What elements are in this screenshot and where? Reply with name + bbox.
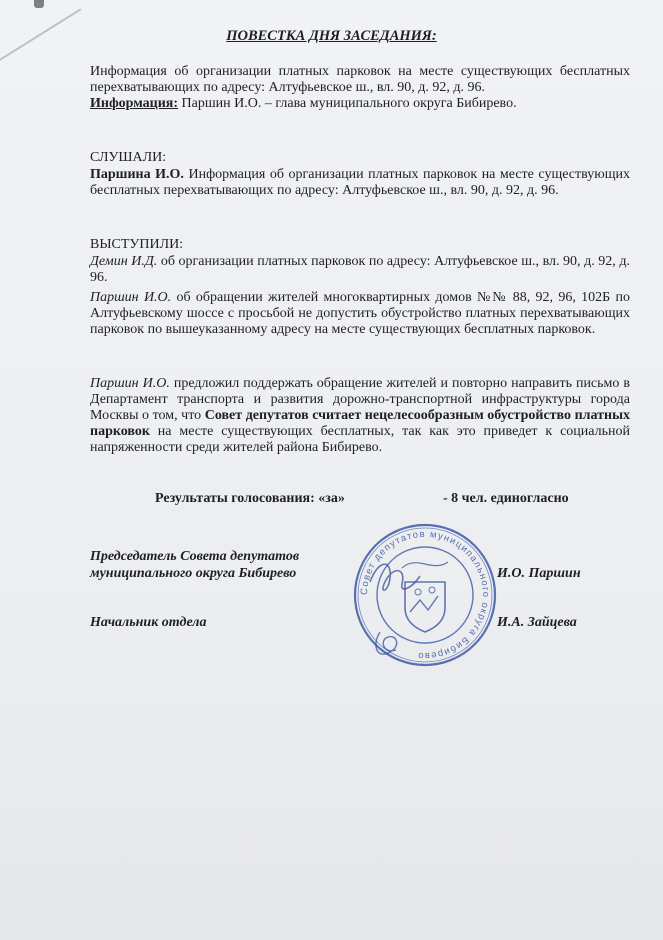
heard-label: СЛУШАЛИ: xyxy=(90,150,167,165)
proposal-text-1: предложил поддержать обращение жителей и повторно направить письмо в Департамент транспорта и развития дорожно-транспортной инфраструктуры города Москвы о том, что xyxy=(90,376,630,423)
proposal-text-2: на месте существующих бесплатных, так как это приведет к социальной напряженности среди жителей района Бибирево. xyxy=(90,424,630,455)
binder-clip xyxy=(34,0,44,8)
chair-title xyxy=(90,548,299,582)
spoke-label: ВЫСТУПИЛИ: xyxy=(90,237,184,252)
proposal-bold: Совет депутатов считает нецелесообразным обустройство платных парковок xyxy=(90,408,631,439)
official-stamp xyxy=(350,520,500,670)
spoke-item-1 xyxy=(90,254,630,286)
spoke-item-2 xyxy=(90,290,630,338)
head-name: И.А. Зайцева xyxy=(497,615,577,630)
heard-section xyxy=(90,167,630,199)
chair-title-line1: Председатель Совета депутатов xyxy=(90,549,300,564)
coat-of-arms-emblem xyxy=(402,562,448,632)
voting-label: Результаты голосования: «за» xyxy=(155,491,345,506)
agenda-section xyxy=(90,64,630,112)
stamp-ring-text: Совет депутатов муниципального округа Бибирево xyxy=(358,528,492,662)
heard-text: Информация об организации платных парковок на месте существующих бесплатных перехватывающих по адресу: Алтуфьевское ш., вл. 90, д. 92, д. 96. xyxy=(90,167,630,198)
head-title: Начальник отдела xyxy=(90,615,207,630)
voting-results xyxy=(155,491,585,507)
chair-title-line2: муниципального округа Бибирево xyxy=(90,566,297,581)
info-text: Паршин И.О. – глава муниципального округа Бибирево. xyxy=(178,96,517,111)
spoke-text-2: об обращении жителей многоквартирных домов №№ 88, 92, 96, 102Б по Алтуфьевскому шоссе с просьбой не допустить обустройство платных перехватывающих парковок по вышеуказанному адресу на месте существующих бесплатных парковок. xyxy=(90,290,630,337)
spoke-speaker-2: Паршин И.О. xyxy=(90,290,172,305)
proposal-speaker: Паршин И.О. xyxy=(90,376,170,391)
chair-name: И.О. Паршин xyxy=(497,566,581,581)
info-label: Информация: xyxy=(90,96,179,111)
agenda-text: Информация об организации платных парковок на месте существующих бесплатных перехватывающих по адресу: Алтуфьевское ш., вл. 90, д. 92, д. 96. xyxy=(90,64,630,95)
proposal-section xyxy=(90,376,630,456)
agenda-heading: ПОВЕСТКА ДНЯ ЗАСЕДАНИЯ: xyxy=(226,28,437,44)
heard-speaker: Паршина И.О. xyxy=(90,167,184,182)
spoke-text-1: об организации платных парковок по адресу: Алтуфьевское ш., вл. 90, д. 92, д. 96. xyxy=(90,254,630,285)
spoke-speaker-1: Демин И.Д. xyxy=(90,254,158,269)
voting-result: - 8 чел. единогласно xyxy=(443,491,569,506)
